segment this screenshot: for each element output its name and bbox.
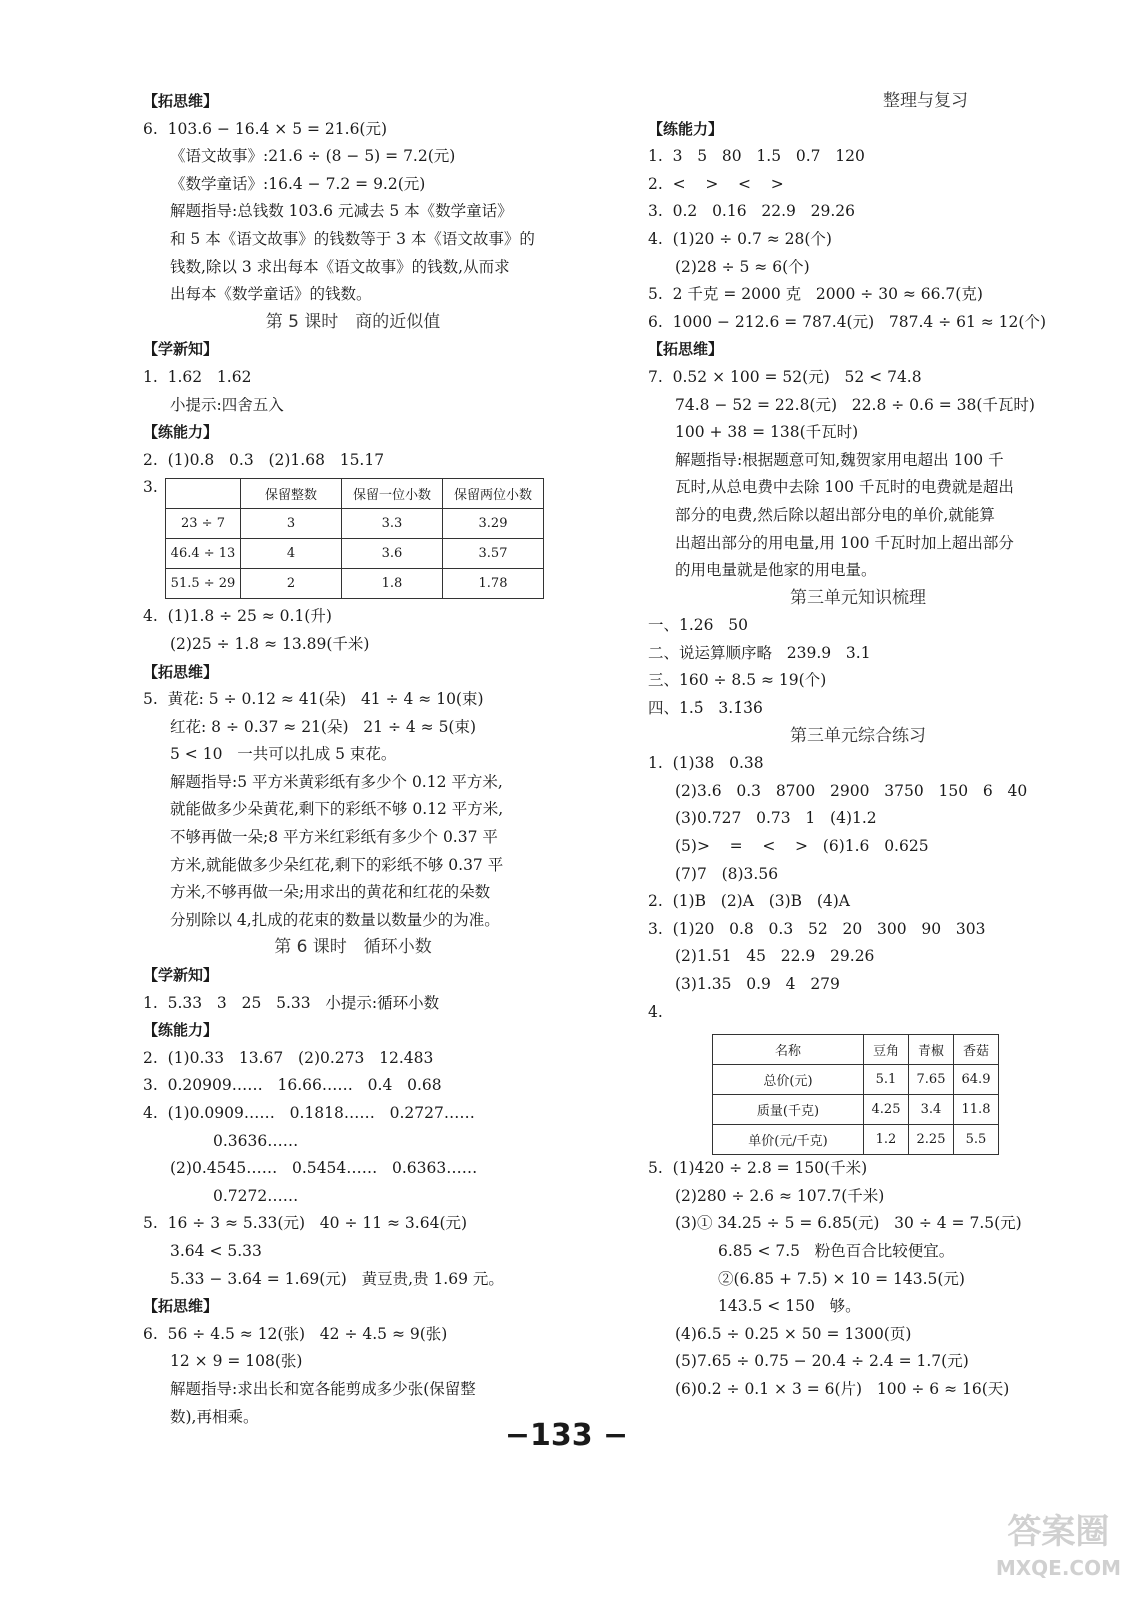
section-label: 【拓思维】 — [648, 340, 724, 359]
section-heading: 第三单元综合练习 — [790, 725, 926, 746]
answer-line: 数),再相乘。 — [170, 1407, 259, 1426]
t2-wrapper — [648, 1034, 1068, 1155]
section-label: 【拓思维】 — [143, 1297, 219, 1316]
answer-line: 解题指导:5 平方米黄彩纸有多少个 0.12 平方米, — [170, 772, 503, 791]
answer-line: 0.3636…… — [213, 1131, 299, 1150]
table-cell: 7.65 — [909, 1065, 954, 1095]
watermark — [996, 1514, 1121, 1586]
answer-line: (2)25 ÷ 1.8 ≈ 13.89(千米) — [170, 634, 370, 653]
answer-line: 不够再做一朵;8 平方米红彩纸有多少个 0.37 平 — [170, 828, 498, 847]
answer-line: (2)3.6 0.3 8700 2900 3750 150 6 40 — [675, 781, 1028, 800]
answer-line: 74.8 − 52 = 22.8(元) 22.8 ÷ 0.6 = 38(千瓦时) — [675, 395, 1035, 414]
table-cell: 3.29 — [443, 509, 544, 539]
answer-line: 《语文故事》:21.6 ÷ (8 − 5) = 7.2(元) — [170, 147, 456, 166]
table-cell: 保留整数 — [241, 479, 342, 509]
table-cell: 3.6 — [342, 539, 443, 569]
answer-line: 方米,不够再做一朵;用求出的黄花和红花的朵数 — [170, 883, 491, 902]
answer-line: ②(6.85 + 7.5) × 10 = 143.5(元) — [718, 1269, 965, 1288]
answer-line: (2)1.51 45 22.9 29.26 — [675, 947, 875, 966]
answer-line: 4. (1)1.8 ÷ 25 ≈ 0.1(升) — [143, 607, 332, 626]
answer-table — [165, 478, 544, 599]
answer-line: 4. — [648, 1002, 663, 1021]
table-cell: 5.5 — [954, 1125, 999, 1155]
section-label: 【练能力】 — [143, 1021, 219, 1040]
answer-line: 2. < > < > — [648, 174, 784, 193]
section-heading: 第 6 课时 循环小数 — [274, 937, 432, 958]
answer-line: 3.64 < 5.33 — [170, 1241, 262, 1260]
answer-line: 四、1.5̇ 3.1̇3̇6̇ — [648, 699, 763, 718]
table-row — [166, 569, 544, 599]
answer-line: 6. 56 ÷ 4.5 ≈ 12(张) 42 ÷ 4.5 ≈ 9(张) — [143, 1324, 448, 1343]
answer-line: 3. 0.20909…… 16.66…… 0.4 0.68 — [143, 1076, 442, 1095]
table-cell: 11.8 — [954, 1095, 999, 1125]
table-cell: 51.5 ÷ 29 — [166, 569, 241, 599]
answer-line: (3)① 34.25 ÷ 5 = 6.85(元) 30 ÷ 4 = 7.5(元) — [675, 1214, 1022, 1233]
answer-line: 解题指导:求出长和宽各能剪成多少张(保留整 — [170, 1379, 476, 1398]
answer-line: 出超出部分的用电量,用 100 千瓦时加上超出部分 — [675, 533, 1014, 552]
answer-table — [712, 1034, 999, 1155]
table-cell: 3.57 — [443, 539, 544, 569]
table-row — [713, 1065, 999, 1095]
answer-line: (6)0.2 ÷ 0.1 × 3 = 6(片) 100 ÷ 6 ≈ 16(天) — [675, 1379, 1010, 1398]
answer-line: 5. 2 千克 = 2000 克 2000 ÷ 30 ≈ 66.7(克) — [648, 285, 983, 304]
table-cell: 3.4 — [909, 1095, 954, 1125]
page-number: −133 − — [504, 1418, 629, 1453]
answer-line: 1. 5.33 3 25 5.33 小提示:循环小数 — [143, 993, 440, 1012]
section-heading: 第三单元知识梳理 — [790, 587, 926, 608]
answer-line: 6.85 < 7.5 粉色百合比较便宜。 — [718, 1241, 955, 1260]
table-cell: 3 — [241, 509, 342, 539]
answer-line: 的用电量就是他家的用电量。 — [675, 561, 877, 580]
answer-line: 三、160 ÷ 8.5 ≈ 19(个) — [648, 671, 827, 690]
answer-line: 2. (1)B (2)A (3)B (4)A — [648, 892, 850, 911]
answer-line: 3. 0.2 0.16 22.9 29.26 — [648, 202, 856, 221]
answer-line: 4. (1)20 ÷ 0.7 ≈ 28(个) — [648, 229, 832, 248]
answer-line: 5. 黄花: 5 ÷ 0.12 ≈ 41(朵) 41 ÷ 4 ≈ 10(束) — [143, 690, 484, 709]
answer-line: 5.33 − 3.64 = 1.69(元) 黄豆贵,贵 1.69 元。 — [170, 1269, 504, 1288]
answer-line: 解题指导:总钱数 103.6 元减去 5 本《数学童话》 — [170, 202, 513, 221]
table-cell: 1.78 — [443, 569, 544, 599]
section-heading: 整理与复习 — [883, 91, 968, 111]
right-column — [648, 88, 1068, 1404]
answer-line: (2)0.4545…… 0.5454…… 0.6363…… — [170, 1159, 478, 1178]
section-label: 【练能力】 — [143, 423, 219, 442]
table-cell: 名称 — [713, 1035, 864, 1065]
answer-line: (3)0.727 0.73 1 (4)1.2 — [675, 809, 877, 828]
table-cell: 青椒 — [909, 1035, 954, 1065]
answer-line: (7)7 (8)3.56 — [675, 864, 779, 883]
answer-line: 2. (1)0.33 13.67 (2)0.273 12.483 — [143, 1048, 434, 1067]
answer-line: 瓦时,从总电费中去除 100 千瓦时的电费就是超出 — [675, 478, 1014, 497]
answer-line: 143.5 < 150 够。 — [718, 1297, 861, 1316]
answer-line: 出每本《数学童话》的钱数。 — [170, 285, 372, 304]
answer-line: 5. (1)420 ÷ 2.8 = 150(千米) — [648, 1159, 868, 1178]
answer-line: 100 + 38 = 138(千瓦时) — [675, 423, 859, 442]
answer-line: 3. (1)20 0.8 0.3 52 20 300 90 303 — [648, 919, 986, 938]
table-cell: 5.1 — [864, 1065, 909, 1095]
section-label: 【拓思维】 — [143, 92, 219, 110]
table-cell: 2.25 — [909, 1125, 954, 1155]
table-cell: 64.9 — [954, 1065, 999, 1095]
table-row — [713, 1035, 999, 1065]
answer-line: 4. (1)0.0909…… 0.1818…… 0.2727…… — [143, 1104, 475, 1122]
answer-line: (2)28 ÷ 5 ≈ 6(个) — [675, 257, 810, 276]
answer-line: (3)1.35 0.9 4 279 — [675, 975, 840, 993]
answer-line: (2)280 ÷ 2.6 ≈ 107.7(千米) — [675, 1186, 885, 1205]
answer-line: 《数学童话》:16.4 − 7.2 = 9.2(元) — [170, 174, 426, 193]
table-cell: 23 ÷ 7 — [166, 509, 241, 539]
answer-line: 方米,就能做多少朵红花,剩下的彩纸不够 0.37 平 — [170, 855, 504, 874]
table-cell: 保留一位小数 — [342, 479, 443, 509]
table-row — [166, 539, 544, 569]
answer-line: 部分的电费,然后除以超出部分电的单价,就能算 — [675, 505, 995, 524]
answer-line: 1. 3 5 80 1.5 0.7 120 — [648, 147, 865, 166]
answer-line: 2. (1)0.8 0.3 (2)1.68 15.17 — [143, 450, 385, 469]
table-cell: 质量(千克) — [713, 1095, 864, 1125]
table-cell: 4.25 — [864, 1095, 909, 1125]
table-cell: 46.4 ÷ 13 — [166, 539, 241, 569]
answer-line: 钱数,除以 3 求出每本《语文故事》的钱数,从而求 — [170, 257, 510, 276]
table-row — [166, 509, 544, 539]
answer-line: 5. 16 ÷ 3 ≈ 5.33(元) 40 ÷ 11 ≈ 3.64(元) — [143, 1214, 468, 1233]
table-cell: 保留两位小数 — [443, 479, 544, 509]
answer-line: 0.7272…… — [213, 1186, 299, 1205]
table-cell: 4 — [241, 539, 342, 569]
answer-line: 1. 1.62 1.62 — [143, 367, 252, 386]
table-cell: 豆角 — [864, 1035, 909, 1065]
table-cell: 3.3 — [342, 509, 443, 539]
answer-line: 小提示:四舍五入 — [170, 395, 284, 414]
answer-line: (4)6.5 ÷ 0.25 × 50 = 1300(页) — [675, 1324, 912, 1343]
question-number: 3. — [143, 478, 158, 497]
table-cell: 1.8 — [342, 569, 443, 599]
table-cell: 单价(元/千克) — [713, 1125, 864, 1155]
t1-wrapper — [143, 478, 563, 599]
table-cell: 总价(元) — [713, 1065, 864, 1095]
table-cell: 香菇 — [954, 1035, 999, 1065]
answer-line: 就能做多少朵黄花,剩下的彩纸不够 0.12 平方米, — [170, 800, 504, 819]
section-label: 【学新知】 — [143, 340, 219, 359]
answer-line: 二、说运算顺序略 239.9 3.1 — [648, 643, 871, 662]
answer-line: (5)7.65 ÷ 0.75 − 20.4 ÷ 2.4 = 1.7(元) — [675, 1352, 969, 1371]
table-row — [166, 479, 544, 509]
watermark-url: MXQE.COM — [995, 1556, 1121, 1580]
answer-line: (5)> = < > (6)1.6 0.625 — [675, 837, 929, 856]
answer-line: 6. 1000 − 212.6 = 787.4(元) 787.4 ÷ 61 ≈ 12(个) — [648, 312, 1046, 331]
answer-line: 一、1.26 50 — [648, 616, 749, 635]
answer-line: 解题指导:根据题意可知,魏贺家用电超出 100 千 — [675, 450, 1004, 469]
section-label: 【拓思维】 — [143, 662, 219, 681]
answer-line: 6. 103.6 − 16.4 × 5 = 21.6(元) — [143, 119, 388, 138]
table-cell: 1.2 — [864, 1125, 909, 1155]
section-label: 【练能力】 — [648, 119, 724, 138]
table-cell: 2 — [241, 569, 342, 599]
answer-line: 1. (1)38 0.38 — [648, 754, 764, 773]
watermark-text: 答案圈 — [1007, 1512, 1110, 1552]
section-label: 【学新知】 — [143, 966, 219, 985]
answer-line: 5 < 10 一共可以扎成 5 束花。 — [170, 745, 397, 764]
answer-line: 和 5 本《语文故事》的钱数等于 3 本《语文故事》的 — [170, 229, 535, 248]
table-row — [713, 1125, 999, 1155]
left-column — [143, 88, 563, 1431]
answer-line: 12 × 9 = 108(张) — [170, 1352, 303, 1371]
answer-line: 7. 0.52 × 100 = 52(元) 52 < 74.8 — [648, 367, 922, 386]
answer-line: 红花: 8 ÷ 0.37 ≈ 21(朵) 21 ÷ 4 ≈ 5(束) — [170, 717, 477, 736]
table-row — [713, 1095, 999, 1125]
table-cell — [166, 479, 241, 509]
section-heading: 第 5 课时 商的近似值 — [265, 311, 441, 332]
answer-line: 分别除以 4,扎成的花束的数量以数量少的为准。 — [170, 910, 500, 929]
